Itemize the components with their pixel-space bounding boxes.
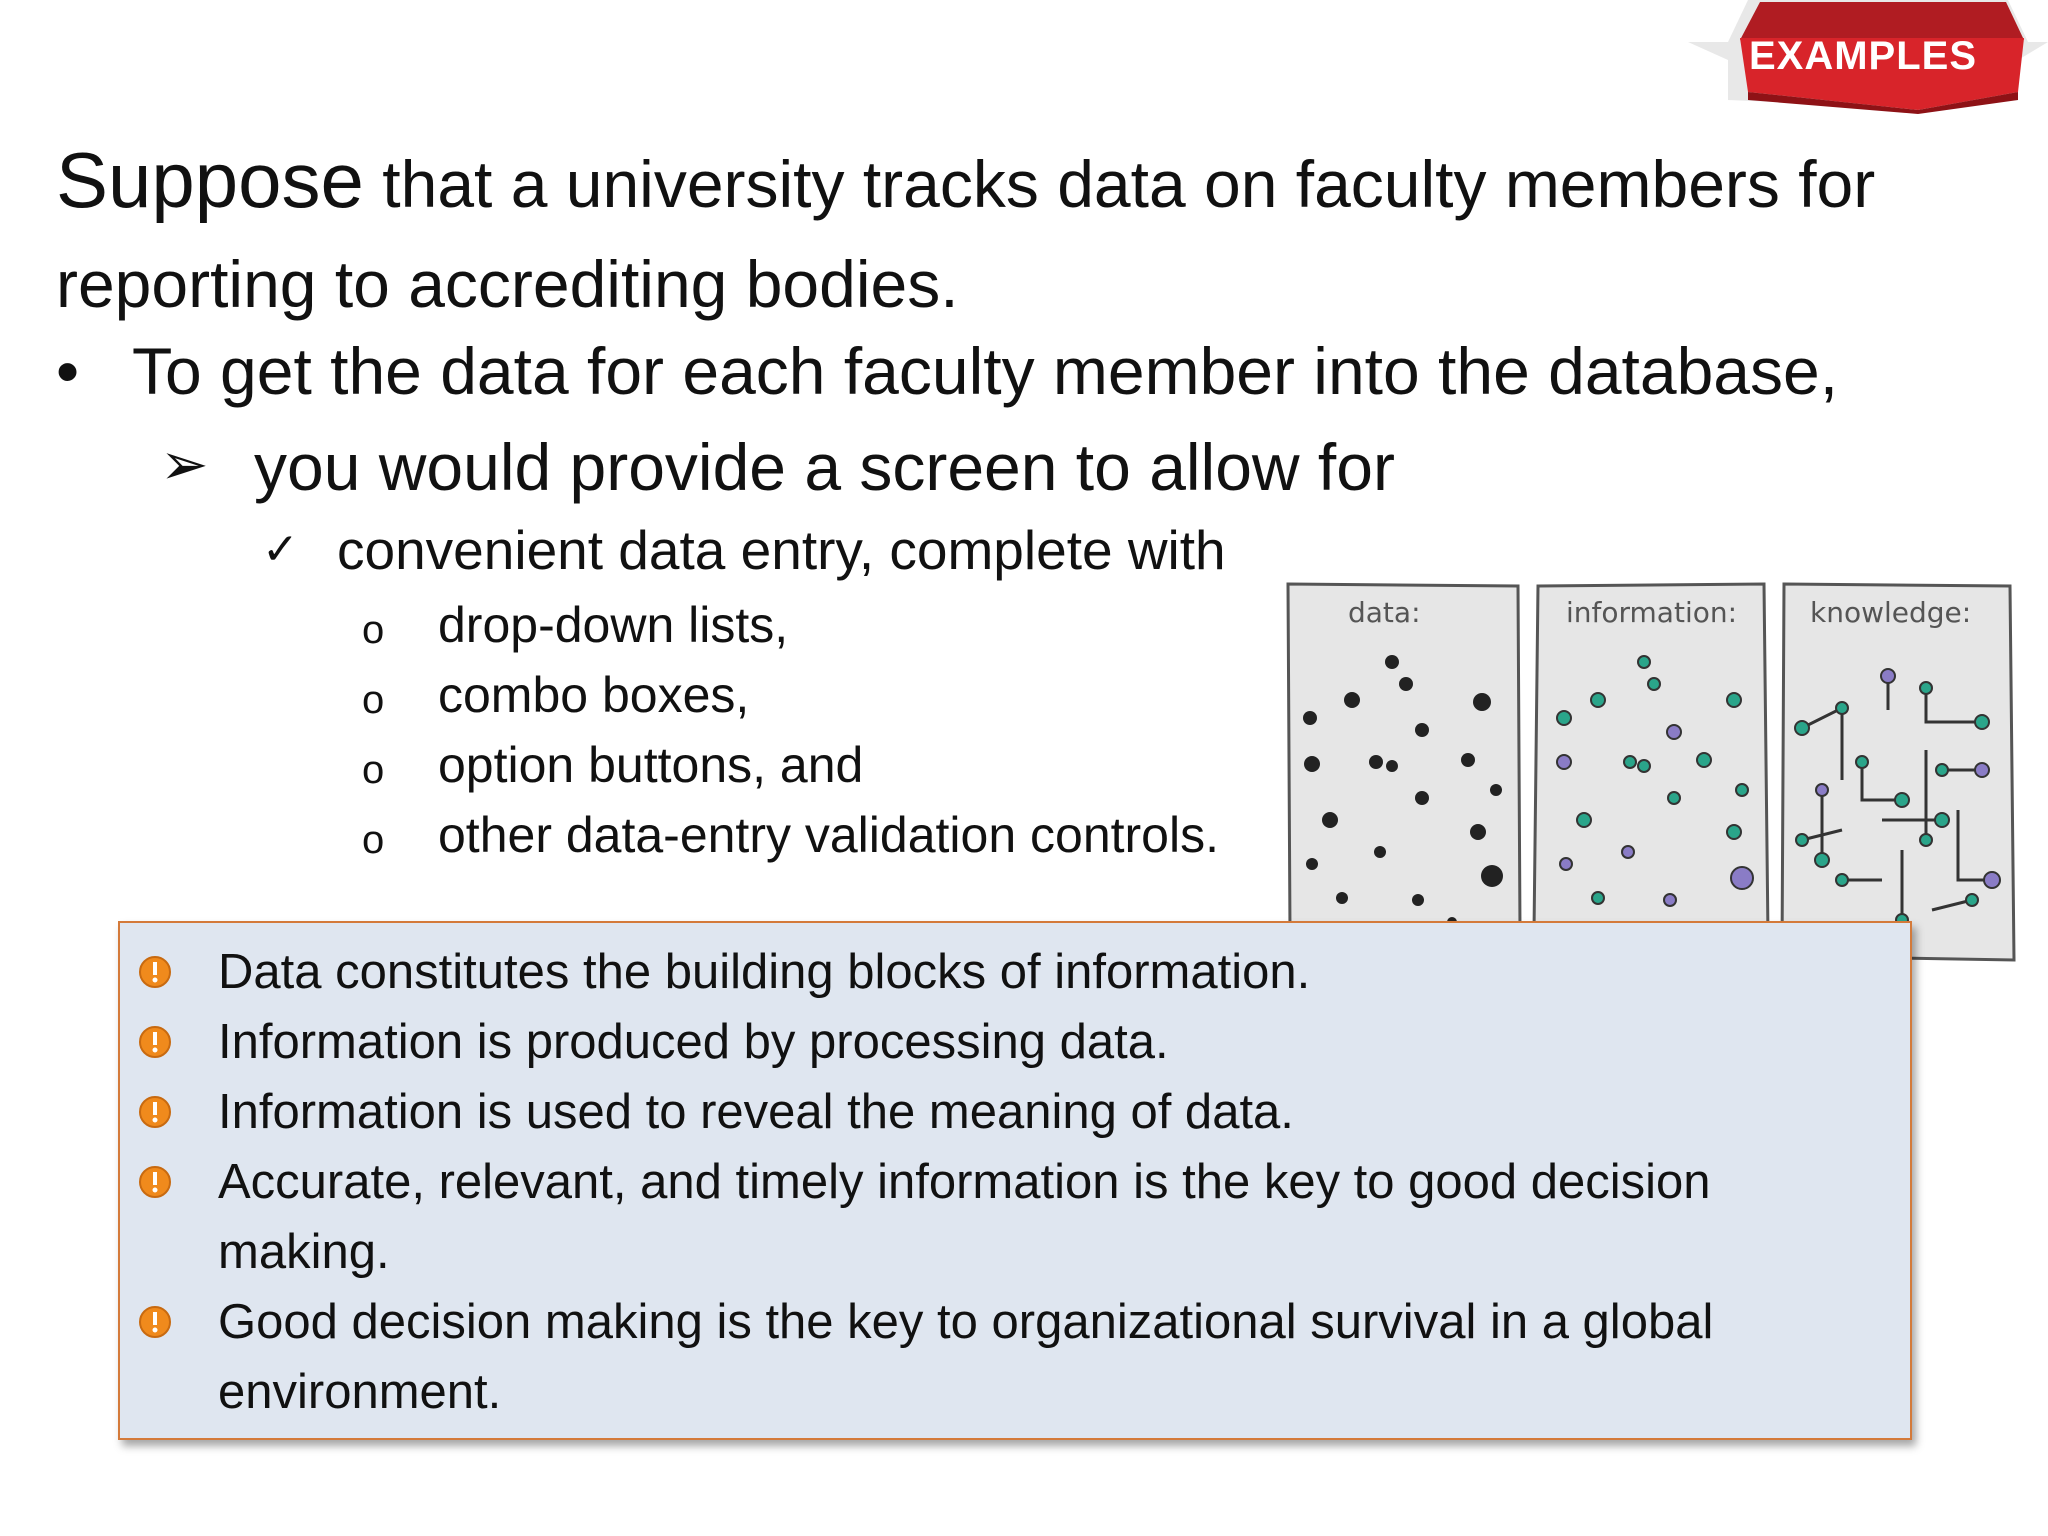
alert-icon: [138, 1095, 172, 1129]
arrow-bullet-icon: ➢: [160, 432, 209, 497]
key-point-text: Information is produced by processing data.: [218, 1015, 1169, 1069]
intro-paragraph: [56, 130, 1956, 334]
circle-bullet-icon: o: [362, 818, 385, 862]
bullet-level2-text: you would provide a screen to allow for: [254, 430, 1395, 504]
banner-label: EXAMPLES: [1748, 34, 1978, 78]
panel-label-knowledge: knowledge:: [1810, 596, 1972, 629]
key-point-text: Information is used to reveal the meaning of data.: [218, 1085, 1294, 1139]
list-item-text: option buttons, and: [438, 737, 864, 793]
key-point-text: Good decision making is the key to organizational survival in a global environment.: [218, 1295, 1714, 1419]
intro-rest: that a university tracks data on faculty members for reporting to accrediting bodies.: [56, 147, 1876, 321]
checkmark-icon: ✓: [262, 525, 299, 574]
list-item-text: other data-entry validation controls.: [438, 807, 1219, 863]
key-point-text: Accurate, relevant, and timely information is the key to good decision making.: [218, 1155, 1711, 1279]
alert-icon: [138, 1025, 172, 1059]
examples-banner: [1688, 0, 2048, 115]
alert-icon: [138, 955, 172, 989]
alert-icon: [138, 1165, 172, 1199]
list-item-text: combo boxes,: [438, 667, 750, 723]
bullet-level3-text: convenient data entry, complete with: [337, 519, 1226, 581]
data-information-knowledge-illustration: [1282, 580, 2024, 970]
circle-bullet-icon: o: [362, 748, 385, 792]
panel-label-data: data:: [1348, 596, 1421, 629]
intro-lead-word: Suppose: [56, 136, 364, 224]
key-points-box: [118, 921, 1912, 1440]
circle-bullet-icon: o: [362, 678, 385, 722]
list-item-text: drop-down lists,: [438, 597, 789, 653]
key-point-text: Data constitutes the building blocks of information.: [218, 945, 1311, 999]
panel-label-information: information:: [1566, 596, 1738, 629]
bullet-mark-level1: •: [56, 334, 80, 408]
alert-icon: [138, 1305, 172, 1339]
circle-bullet-icon: o: [362, 608, 385, 652]
bullet-level1-text: To get the data for each faculty member into the database,: [132, 334, 1839, 408]
